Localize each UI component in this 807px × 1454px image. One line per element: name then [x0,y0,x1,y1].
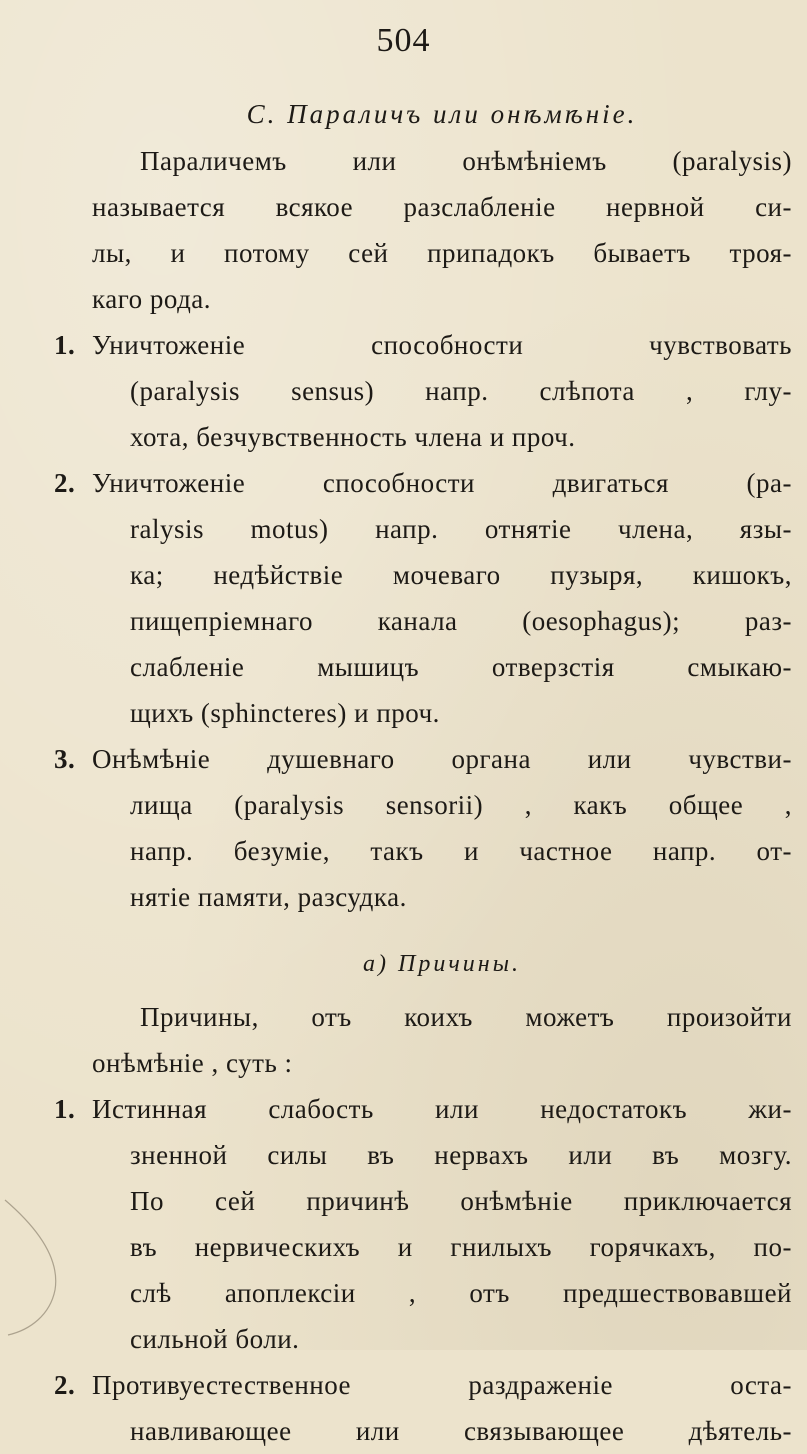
text-line: лы, и потому сей припадокъ бываетъ троя- [92,238,792,268]
text-line: нятіе памяти, разсудка. [130,882,407,912]
item-text: Онѣмѣніе душевнаго органа или чувстви- [92,744,792,774]
item-number: 1. [54,330,76,360]
item-number: 1. [54,1094,76,1124]
list-item [54,1362,792,1454]
list-item [54,1086,792,1362]
item-number: 3. [54,744,76,774]
list-item [54,322,792,460]
intro-paragraph [92,138,792,322]
text-line: слабленіе мышицъ отверзстія смыкаю- [130,652,792,682]
item-text: Уничтоженіе способности двигаться (pa- [92,468,792,498]
list-item [54,736,792,920]
subsection-heading: a) Причины. [363,951,521,977]
text-line: щихъ (sphincteres) и проч. [130,698,440,728]
causes-intro-paragraph [92,994,792,1086]
item-text: Истинная слабость или недостатокъ жи- [92,1094,792,1124]
text-line [54,322,792,368]
text-line: каго рода. [92,284,212,314]
item-text: Уничтоженіе способности чувствовать [92,330,792,360]
text-line [54,460,792,506]
item-text: Противуестественное раздраженіе оста- [92,1370,792,1400]
text-line: лища (paralysis sensorii) , какъ общее , [130,790,792,820]
item-number: 2. [54,1370,76,1400]
text-line: пищепріемнаго канала (oesophagus); раз- [130,606,792,636]
text-line [54,1362,792,1408]
text-line: напр. безуміе, такъ и частное напр. от- [130,836,792,866]
text-line: въ нервическихъ и гнилыхъ горячкахъ, по- [130,1232,792,1262]
text-line: зненной силы въ нервахъ или въ мозгу. [130,1140,792,1170]
text-line: сильной боли. [130,1324,300,1354]
section-heading: C. Параличъ или онѣмѣніе. [246,99,638,129]
text-line: ralysis motus) напр. отнятіе члена, язы- [130,514,792,544]
text-line [54,736,792,782]
page-content [54,90,792,1454]
item-number: 2. [54,468,76,498]
text-line: онѣмѣніе , суть : [92,1048,293,1078]
text-line: По сей причинѣ онѣмѣніе приключается [130,1186,792,1216]
text-line [54,1086,792,1132]
text-line: (paralysis sensus) напр. слѣпота , глу- [130,376,792,406]
text-line: Параличемъ или онѣмѣніемъ (paralysis) [140,146,792,176]
page-edge-mark [0,1190,70,1340]
text-line: ка; недѣйствіе мочеваго пузыря, кишокъ, [130,560,792,590]
text-line: навливающее или связывающее дѣятель- [130,1416,792,1446]
text-line: хота, безчувственность члена и проч. [130,422,576,452]
list-item [54,460,792,736]
text-line: слѣ апоплексіи , отъ предшествовавшей [130,1278,792,1308]
text-line: Причины, отъ коихъ можетъ произойти [140,1002,792,1032]
text-line: называется всякое разслабленіе нервной си- [92,192,792,222]
page-number: 504 [376,22,431,59]
